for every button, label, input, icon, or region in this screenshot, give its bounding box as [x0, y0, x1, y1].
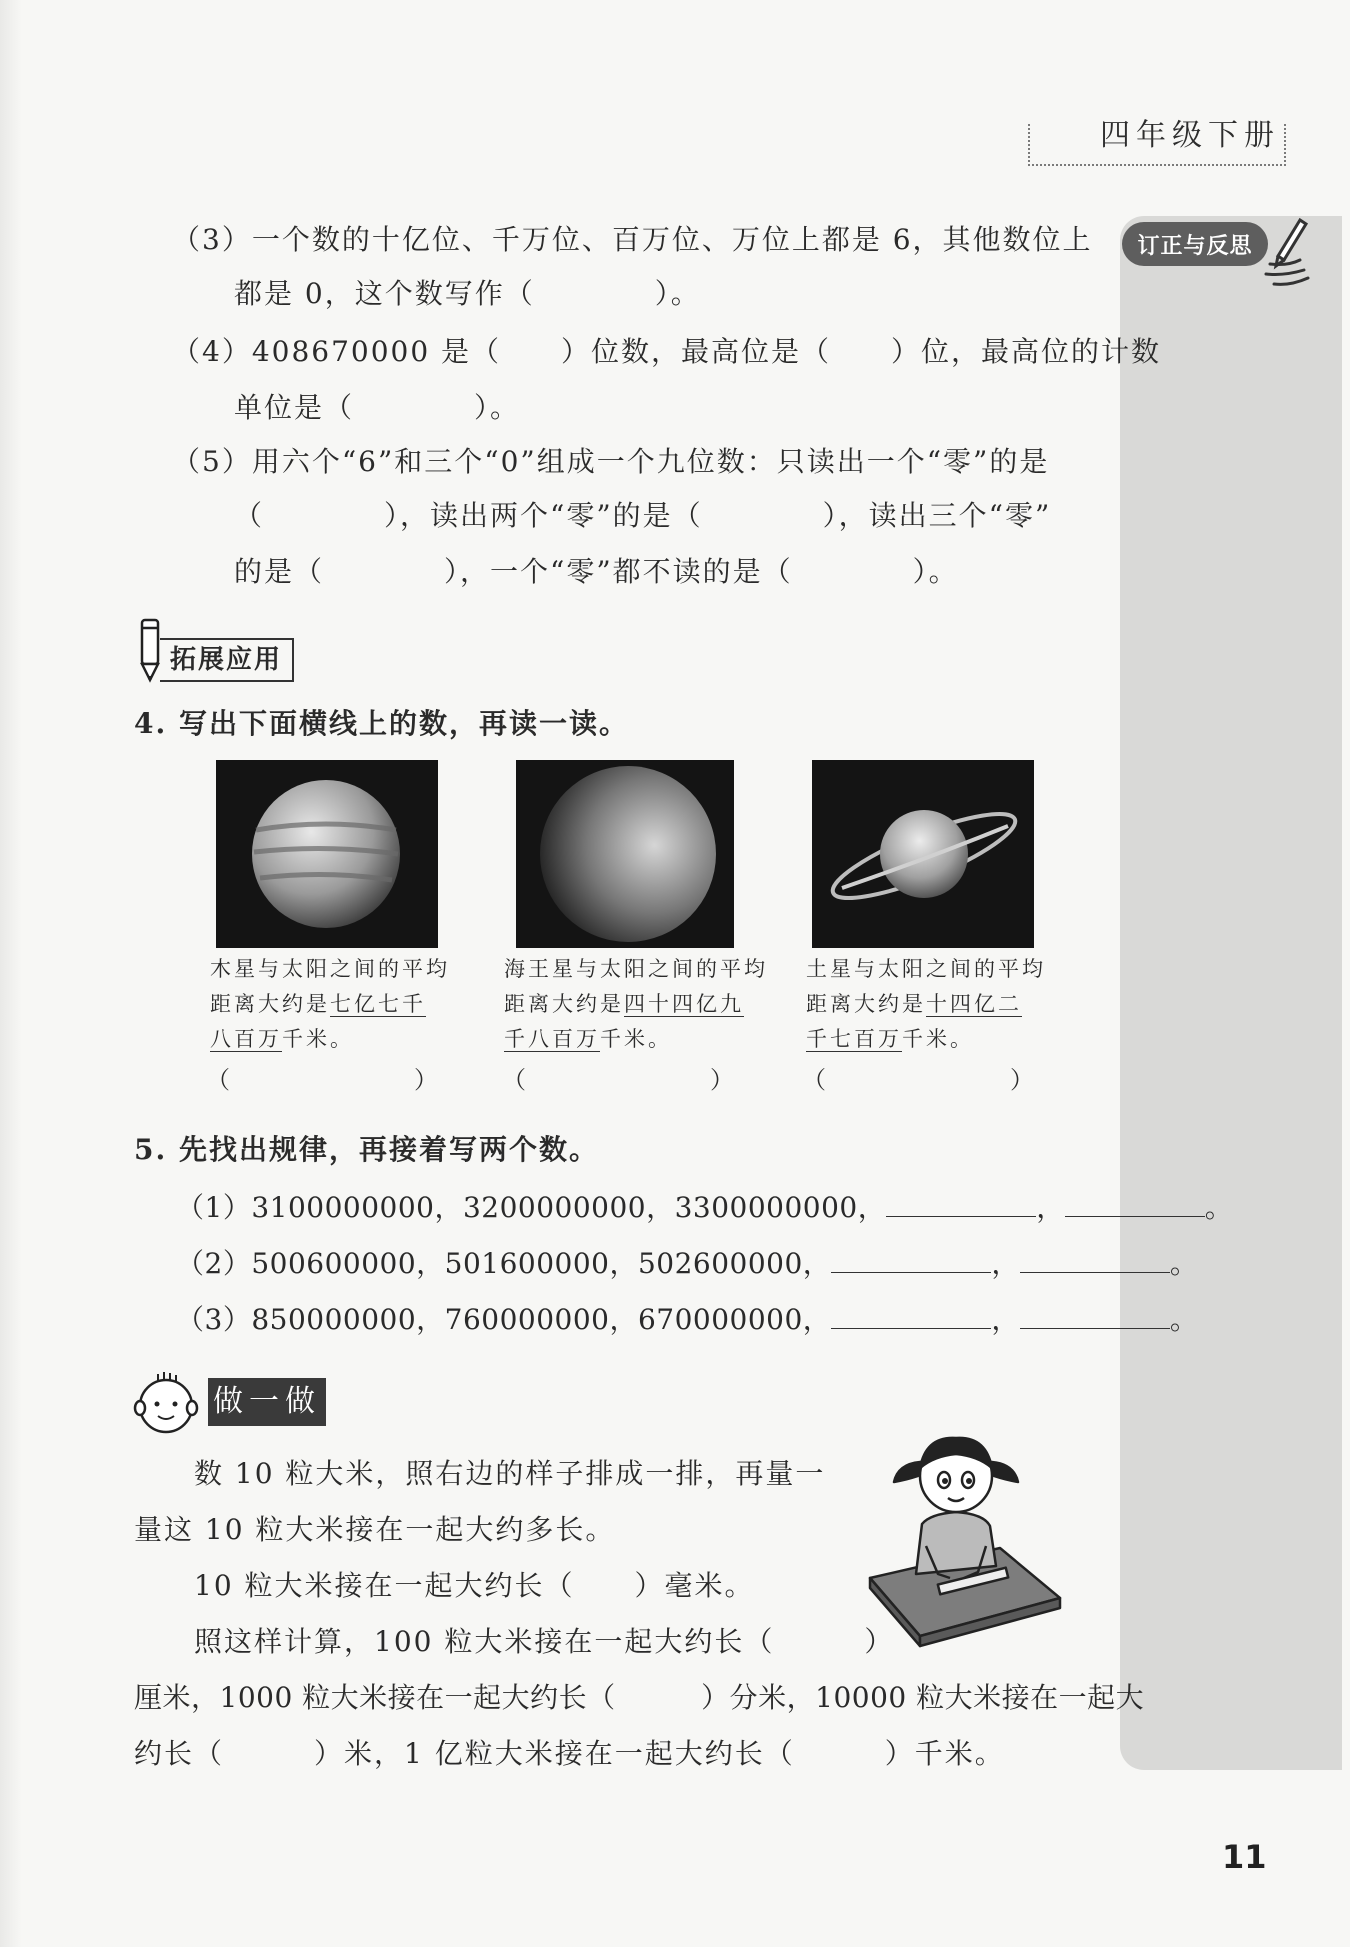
notes-tab: 订正与反思: [1122, 222, 1268, 266]
answer-paren-neptune[interactable]: （ ）: [502, 1066, 736, 1094]
caption-text: 千米。: [282, 1027, 354, 1051]
q5-line-3: 的是（ ），一个“零”都不读的是（ ）。: [234, 555, 959, 588]
caption-line: 土星与太阳之间的平均: [806, 957, 1046, 981]
underlined-number: 千七百万: [806, 1027, 902, 1051]
caption-text: 千米。: [902, 1027, 974, 1051]
underlined-number: 十四亿二: [926, 992, 1022, 1016]
q5-line-1: （5）用六个“6”和三个“0”组成一个九位数：只读出一个“零”的是: [172, 445, 1050, 478]
page-number: 11: [1222, 1838, 1267, 1876]
grade-label: 四年级下册: [1096, 110, 1284, 154]
separator: ，: [991, 1247, 1020, 1280]
doit-label: 做一做: [208, 1378, 326, 1426]
caption-text: 距离大约是: [504, 992, 624, 1016]
doit-para3-line3: 约长（ ）米，1 亿粒大米接在一起大约长（ ）千米。: [134, 1737, 1005, 1770]
doit-para2: 10 粒大米接在一起大约长（ ）毫米。: [164, 1569, 755, 1602]
answer-blank[interactable]: [831, 1248, 991, 1273]
answer-blank[interactable]: [886, 1192, 1036, 1217]
caption-saturn: [806, 952, 1046, 1057]
period: 。: [1204, 1191, 1234, 1224]
saturn-image: [812, 760, 1034, 948]
caption-neptune: [504, 952, 768, 1057]
caption-line: 海王星与太阳之间的平均: [504, 957, 768, 981]
answer-blank[interactable]: [831, 1304, 991, 1329]
sequence-text: （1）3100000000，3200000000，3300000000，: [176, 1191, 887, 1224]
sequence-text: （2）500600000，501600000，502600000，: [176, 1247, 832, 1280]
neptune-image: [516, 760, 734, 948]
sequence-row-2: [176, 1242, 1198, 1282]
doit-para1-line1: 数 10 粒大米，照右边的样子排成一排，再量一: [164, 1457, 826, 1490]
q4-line-1: （4）408670000 是（ ）位数，最高位是（ ）位，最高位的计数: [172, 335, 1162, 368]
answer-blank[interactable]: [1065, 1192, 1205, 1217]
q3-line-2: 都是 0，这个数写作（ ）。: [234, 277, 701, 310]
doit-para3-line2: 厘米，1000 粒大米接在一起大约长（ ）分米，10000 粒大米接在一起大: [134, 1681, 1145, 1714]
task5-title: 5. 先找出规律，再接着写两个数。: [134, 1133, 599, 1166]
answer-blank[interactable]: [1020, 1304, 1170, 1329]
pen-icon: [1248, 216, 1318, 296]
separator: ，: [991, 1303, 1020, 1336]
underlined-number: 七亿七千: [330, 992, 426, 1016]
answer-blank[interactable]: [1020, 1248, 1170, 1273]
child-face-icon: [132, 1370, 202, 1436]
caption-line: 木星与太阳之间的平均: [210, 957, 450, 981]
caption-text: 千米。: [600, 1027, 672, 1051]
q3-line-1: （3）一个数的十亿位、千万位、百万位、万位上都是 6，其他数位上: [172, 223, 1093, 256]
answer-paren-jupiter[interactable]: （ ）: [206, 1066, 440, 1094]
period: 。: [1169, 1247, 1199, 1280]
jupiter-image: [216, 760, 438, 948]
underlined-number: 千八百万: [504, 1027, 600, 1051]
girl-measuring-illustration: [860, 1428, 1070, 1648]
q4-line-2: 单位是（ ）。: [234, 391, 521, 424]
period: 。: [1169, 1303, 1199, 1336]
caption-jupiter: [210, 952, 450, 1057]
section-title: 拓展应用: [160, 638, 294, 682]
sequence-row-3: [176, 1298, 1198, 1338]
separator: ，: [1036, 1191, 1065, 1224]
sequence-row-1: [176, 1186, 1233, 1226]
caption-text: 距离大约是: [210, 992, 330, 1016]
task4-title: 4. 写出下面横线上的数，再读一读。: [134, 707, 629, 740]
underlined-number: 八百万: [210, 1027, 282, 1051]
page-edge: [0, 0, 22, 1947]
doit-para1-line2: 量这 10 粒大米接在一起大约多长。: [134, 1513, 616, 1546]
q5-line-2: （ ），读出两个“零”的是（ ），读出三个“零”: [234, 499, 1052, 532]
sequence-text: （3）850000000，760000000，670000000，: [176, 1303, 832, 1336]
caption-text: 距离大约是: [806, 992, 926, 1016]
doit-para3-line1: 照这样计算，100 粒大米接在一起大约长（ ）: [164, 1625, 895, 1658]
answer-paren-saturn[interactable]: （ ）: [802, 1066, 1036, 1094]
underlined-number: 四十四亿九: [624, 992, 744, 1016]
notes-panel: [1120, 216, 1342, 1770]
